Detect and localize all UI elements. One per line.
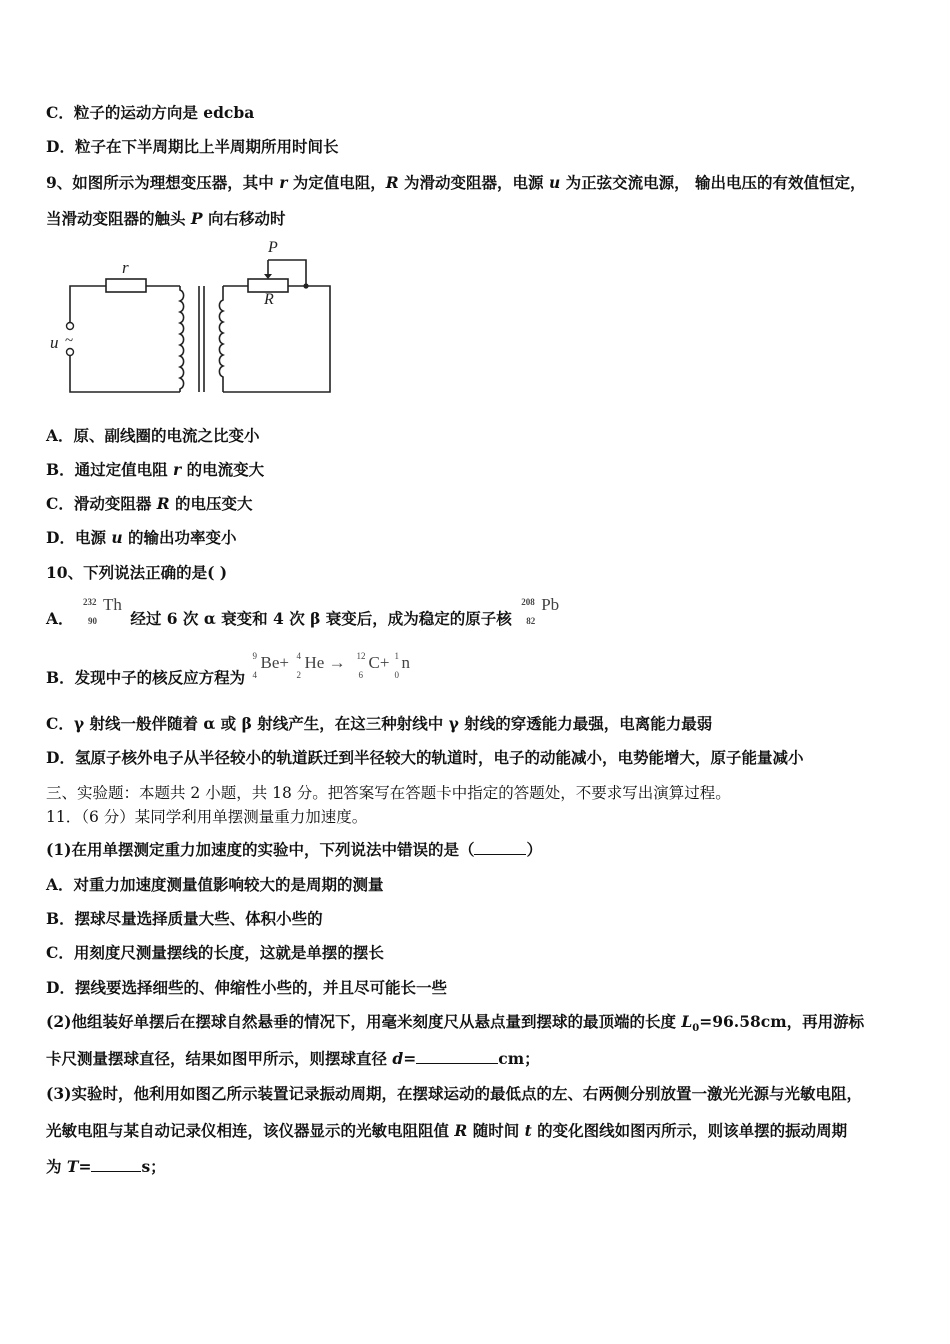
nuclear-reaction-equation: 9 4 Be+ 4 2 He → 12 6 C+ 1 0 n: [252, 651, 411, 680]
primary-wire-top-left: [70, 286, 106, 322]
option-c-prev: C．粒子的运动方向是 edcba: [46, 103, 255, 122]
q11-part2-line2: 卡尺测量摆球直径，结果如图甲所示，则摆球直径 d= cm；: [46, 1049, 540, 1068]
q11-part3-line3: 为 T= s；: [46, 1157, 166, 1176]
q9-stem-line2: 当滑动变阻器的触头 P 向右移动时: [46, 209, 286, 228]
option-d-prev: D．粒子在下半周期比上半周期所用时间长: [46, 137, 339, 156]
nuclide-lead: 208 82 Pb: [521, 595, 560, 626]
q11-option-b: B．摆球尽量选择质量大些、体积小些的: [46, 909, 323, 928]
label-R: R: [264, 291, 274, 308]
q10-stem: 10、下列说法正确的是( ): [46, 563, 228, 582]
q10-option-d: D．氢原子核外电子从半径较小的轨道跃迁到半径较大的轨道时，电子的动能减小，电势能增大，原子能量减小: [46, 748, 804, 767]
q9-option-a: A．原、副线圈的电流之比变小: [46, 426, 260, 445]
source-terminal-top: [67, 323, 74, 330]
q11-option-c: C．用刻度尺测量摆线的长度，这就是单摆的摆长: [46, 943, 384, 962]
q11-part1: (1)在用单摆测定重力加速度的实验中，下列说法中错误的是（ ）: [46, 840, 542, 859]
source-terminal-bottom: [67, 349, 74, 356]
q11-option-d: D．摆线要选择细些的、伸缩性小些的，并且尽可能长一些: [46, 978, 447, 997]
q10-option-b: B．发现中子的核反应方程为 9 4 Be+ 4 2 He → 12 6 C+ 1 0 n: [46, 667, 417, 689]
q11-part3-line1: (3)实验时，他利用如图乙所示装置记录振动周期，在摆球运动的最低点的左、右两侧分别放置一激光光源与光敏电阻，: [46, 1084, 862, 1103]
resistor-r: [106, 279, 146, 292]
section-3-heading: 三、实验题：本题共 2 小题，共 18 分。把答案写在答题卡中指定的答题处，不要求写出演算过程。: [46, 784, 731, 802]
primary-wire-bottom: [70, 356, 180, 392]
q9-option-b: B．通过定值电阻 r 的电流变大: [46, 460, 265, 479]
q10-option-a: A． 232 90 Th 经过 6 次 α 衰变和 4 次 β 衰变后，成为稳定的原子核 208 82 Pb: [46, 608, 565, 630]
junction-dot: [303, 283, 308, 288]
primary-coil: [180, 286, 184, 392]
answer-blank-period[interactable]: [91, 1157, 141, 1172]
q9-option-c: C．滑动变阻器 R 的电压变大: [46, 494, 253, 513]
secondary-wire-loop: [223, 286, 330, 392]
label-u: u: [50, 333, 59, 352]
answer-blank-diameter[interactable]: [416, 1049, 498, 1064]
q11-part3-line2: 光敏电阻与某自动记录仪相连，该仪器显示的光敏电阻阻值 R 随时间 t 的变化图线如图丙所示，则该单摆的振动周期: [46, 1121, 848, 1140]
label-r: r: [122, 258, 129, 277]
secondary-coil: [219, 286, 223, 392]
q11-stem: 11．（6 分）某同学利用单摆测量重力加速度。: [46, 808, 368, 826]
answer-blank-1[interactable]: [474, 840, 526, 855]
transformer-circuit-figure: [46, 238, 342, 400]
label-tilde: ~: [65, 333, 74, 349]
q9-stem-line1: 9、如图所示为理想变压器，其中 r 为定值电阻，R 为滑动变阻器，电源 u 为正弦交流电源， 输出电压的有效值恒定，: [46, 173, 866, 192]
nuclide-thorium: 232 90 Th: [82, 595, 122, 626]
q9-option-d: D．电源 u 的输出功率变小: [46, 528, 237, 547]
slider-wire: [268, 260, 306, 286]
label-P: P: [268, 239, 278, 256]
q11-part2-line1: (2)他组装好单摆后在摆球自然悬垂的情况下，用毫米刻度尺从悬点量到摆球的最顶端的长度 $L_0=96.58cm$，再用游标: [46, 1012, 865, 1035]
q10-option-c: C．γ 射线一般伴随着 α 或 β 射线产生，在这三种射线中 γ 射线的穿透能力最强，电离能力最弱: [46, 714, 713, 733]
q11-option-a: A．对重力加速度测量值影响较大的是周期的测量: [46, 875, 384, 894]
